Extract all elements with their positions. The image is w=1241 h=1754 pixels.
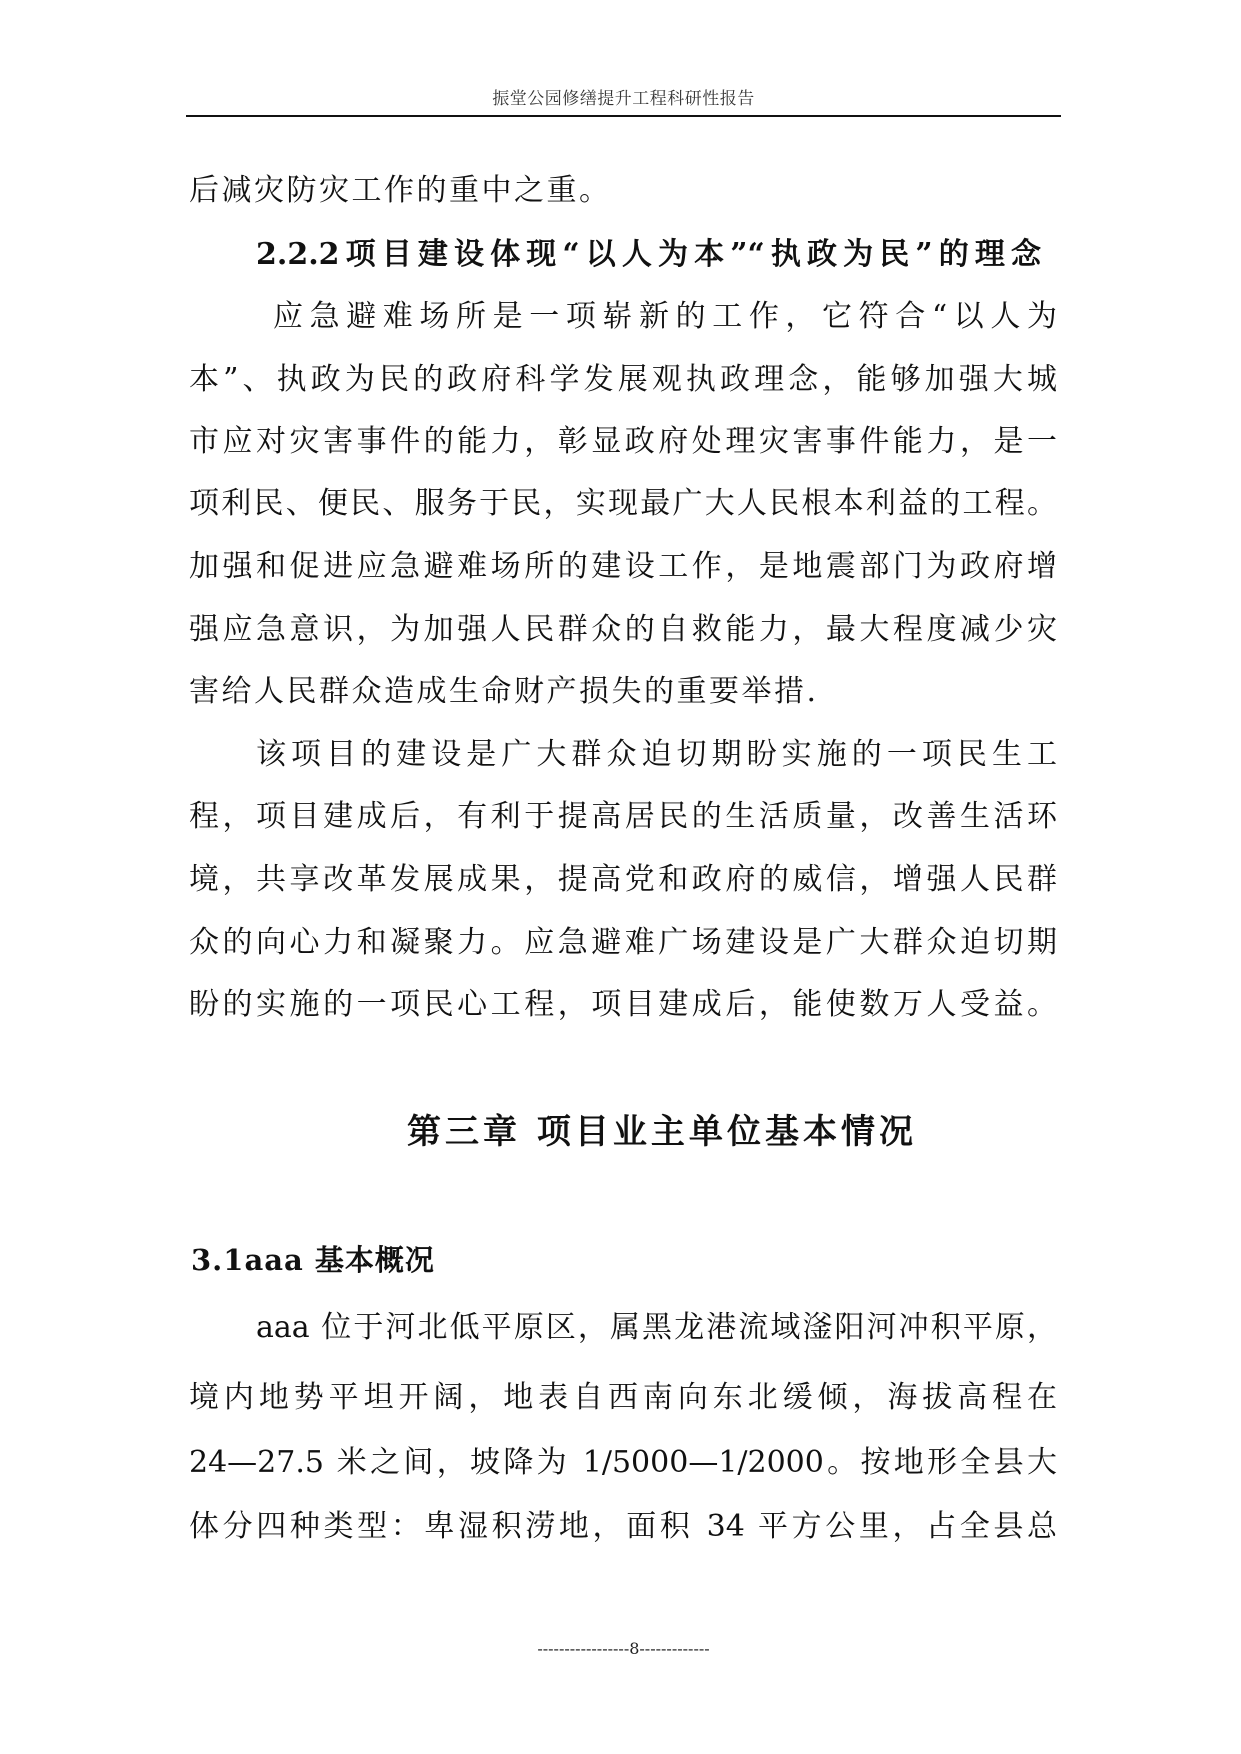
section-heading-3-1: 3.1aaa 基本概况	[191, 1243, 435, 1277]
header-rule	[186, 115, 1061, 117]
text-line: 项利民、便民、服务于民，实现最广大人民根本利益的工程。	[189, 486, 1057, 521]
text-line: 该项目的建设是广大群众迫切期盼实施的一项民生工	[256, 737, 1057, 772]
chapter-title: 第三章 项目业主单位基本情况	[407, 1112, 913, 1152]
text-line: 24—27.5 米之间，坡降为 1/5000—1/2000。按地形全县大	[189, 1445, 1057, 1480]
text-line: 程，项目建成后，有利于提高居民的生活质量，改善生活环	[189, 799, 1057, 834]
text-line: 本”、执政为民的政府科学发展观执政理念，能够加强大城	[189, 362, 1057, 397]
text-line: 境，共享改革发展成果，提高党和政府的威信，增强人民群	[189, 862, 1057, 897]
text-line: 盼的实施的一项民心工程，项目建成后，能使数万人受益。	[189, 987, 1057, 1022]
continuation-line: 后减灾防灾工作的重中之重。	[189, 173, 612, 208]
page-number-footer: -----------------8-------------	[537, 1639, 710, 1658]
section-heading-2-2-2: 2.2.2项目建设体现“以人为本”“执政为民”的理念	[256, 237, 1041, 272]
text-line: 众的向心力和凝聚力。应急避难广场建设是广大群众迫切期	[189, 925, 1057, 960]
running-header: 振堂公园修缮提升工程科研性报告	[492, 89, 755, 109]
text-line: 体分四种类型：卑湿积涝地，面积 34 平方公里，占全县总	[189, 1509, 1057, 1544]
text-line: 强应急意识，为加强人民群众的自救能力，最大程度减少灾	[189, 612, 1057, 647]
text-line: aaa 位于河北低平原区，属黑龙港流域滏阳河冲积平原，	[256, 1310, 1057, 1345]
text-line: 境内地势平坦开阔，地表自西南向东北缓倾，海拔高程在	[189, 1380, 1057, 1415]
text-line: 加强和促进应急避难场所的建设工作，是地震部门为政府增	[189, 549, 1057, 584]
text-line: 应急避难场所是一项崭新的工作，它符合“以人为	[273, 299, 1057, 334]
text-line: 害给人民群众造成生命财产损失的重要举措.	[189, 674, 819, 709]
text-line: 市应对灾害事件的能力，彰显政府处理灾害事件能力，是一	[189, 424, 1057, 459]
